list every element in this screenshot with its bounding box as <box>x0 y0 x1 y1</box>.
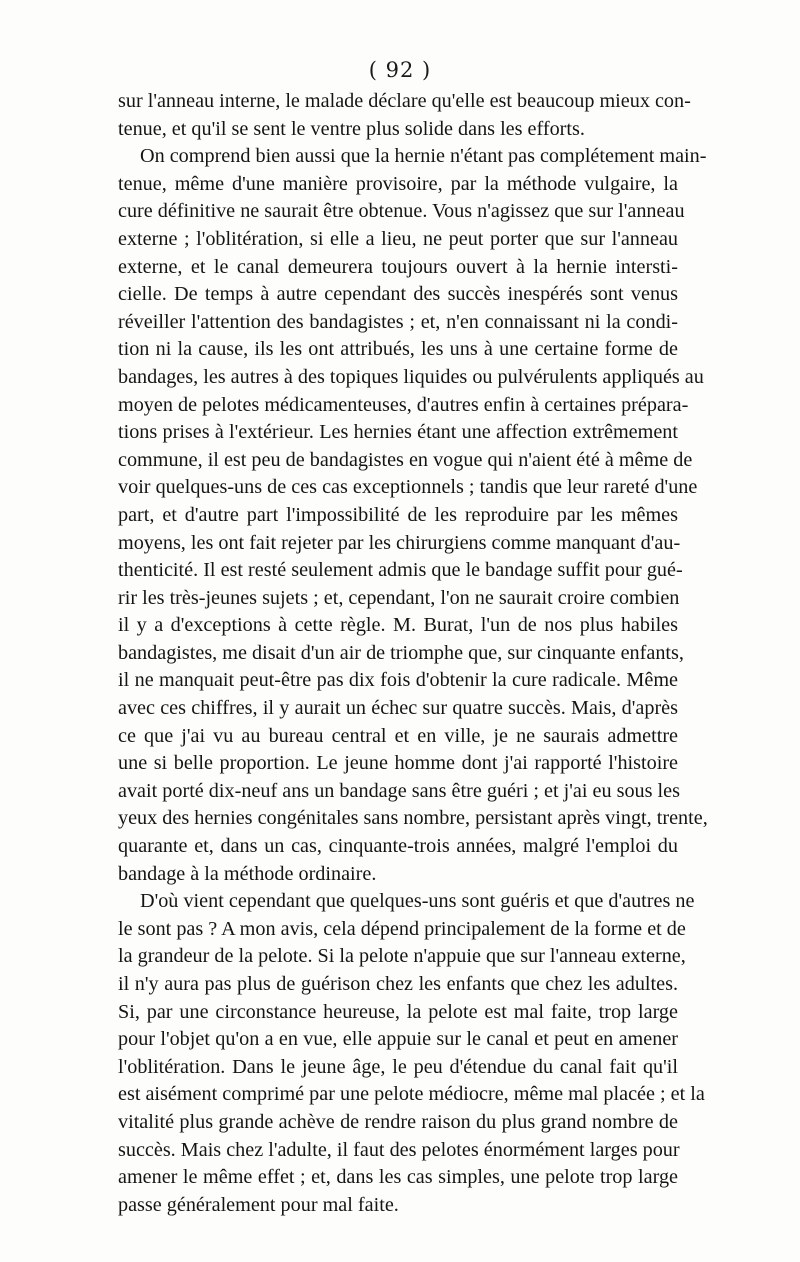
paragraph <box>118 88 691 143</box>
text-line: thenticité. Il est resté seulement admis que le bandage suffit pour gué- <box>118 559 683 582</box>
text-line: est aisément comprimé par une pelote médiocre, même mal placée ; et la <box>118 1083 705 1106</box>
text-line: réveiller l'attention des bandagistes ; et, n'en connaissant ni la condi- <box>118 310 678 333</box>
text-line: une si belle proportion. Le jeune homme dont j'ai rapporté l'histoire <box>118 752 678 775</box>
text-line: tenue, même d'une manière provisoire, par la méthode vulgaire, la <box>118 172 678 195</box>
text-line: tenue, et qu'il se sent le ventre plus solide dans les efforts. <box>118 117 585 140</box>
text-line: passe généralement pour mal faite. <box>118 1193 399 1216</box>
body-text <box>118 88 708 1219</box>
text-line: Si, par une circonstance heureuse, la pelote est mal faite, trop large <box>118 1000 678 1023</box>
text-line: la grandeur de la pelote. Si la pelote n'appuie que sur l'anneau externe, <box>118 945 686 968</box>
text-line: il y a d'exceptions à cette règle. M. Burat, l'un de nos plus habiles <box>118 614 678 637</box>
text-line: bandages, les autres à des topiques liquides ou pulvérulents appliqués au <box>118 365 704 388</box>
text-line: tions prises à l'extérieur. Les hernies étant une affection extrêmement <box>118 421 678 444</box>
text-line: sur l'anneau interne, le malade déclare qu'elle est beaucoup mieux con- <box>118 90 691 112</box>
text-line: avait porté dix-neuf ans un bandage sans être guéri ; et j'ai eu sous les <box>118 779 680 802</box>
text-line: On comprend bien aussi que la hernie n'étant pas complétement main- <box>140 145 707 168</box>
text-line: avec ces chiffres, il y aurait un échec sur quatre succès. Mais, d'après <box>118 697 678 720</box>
text-line: quarante et, dans un cas, cinquante-trois années, malgré l'emploi du <box>118 835 678 858</box>
text-line: ce que j'ai vu au bureau central et en ville, je ne saurais admettre <box>118 724 678 747</box>
text-line: commune, il est peu de bandagistes en vogue qui n'aient été à même de <box>118 448 693 471</box>
paragraph <box>118 888 705 1219</box>
text-line: vitalité plus grande achève de rendre raison du plus grand nombre de <box>118 1110 678 1133</box>
text-line: il ne manquait peut-être pas dix fois d'obtenir la cure radicale. Même <box>118 669 678 692</box>
text-line: yeux des hernies congénitales sans nombre, persistant après vingt, trente, <box>118 807 708 830</box>
text-line: rir les très-jeunes sujets ; et, cependant, l'on ne saurait croire combien <box>118 586 680 609</box>
page-number: ( 92 ) <box>368 58 432 82</box>
paragraph <box>118 143 708 888</box>
text-line: moyens, les ont fait rejeter par les chirurgiens comme manquant d'au- <box>118 531 681 554</box>
text-line: il n'y aura pas plus de guérison chez les enfants que chez les adultes. <box>118 973 678 995</box>
text-line: bandagistes, me disait d'un air de triomphe que, sur cinquante enfants, <box>118 641 684 664</box>
text-line: cielle. De temps à autre cependant des succès inespérés sont venus <box>118 283 678 306</box>
text-line: part, et d'autre part l'impossibilité de les reproduire par les mêmes <box>118 503 678 526</box>
text-line: externe ; l'oblitération, si elle a lieu, ne peut porter que sur l'anneau <box>118 227 678 250</box>
text-line: externe, et le canal demeurera toujours ouvert à la hernie intersti- <box>118 255 678 278</box>
text-line: D'où vient cependant que quelques-uns sont guéris et que d'autres ne <box>140 890 695 913</box>
text-line: cure définitive ne saurait être obtenue. Vous n'agissez que sur l'anneau <box>118 200 685 223</box>
text-line: l'oblitération. Dans le jeune âge, le peu d'étendue du canal fait qu'il <box>118 1055 678 1078</box>
text-line: tion ni la cause, ils les ont attribués, les uns à une certaine forme de <box>118 338 678 361</box>
text-line: le sont pas ? A mon avis, cela dépend principalement de la forme et de <box>118 917 686 940</box>
text-line: voir quelques-uns de ces cas exceptionnels ; tandis que leur rareté d'une <box>118 476 698 499</box>
text-line: moyen de pelotes médicamenteuses, d'autres enfin à certaines prépara- <box>118 393 689 416</box>
text-line: amener le même effet ; et, dans les cas simples, une pelote trop large <box>118 1166 678 1189</box>
text-line: bandage à la méthode ordinaire. <box>118 862 377 885</box>
text-line: pour l'objet qu'on a en vue, elle appuie sur le canal et peut en amener <box>118 1028 678 1051</box>
text-line: succès. Mais chez l'adulte, il faut des pelotes énormément larges pour <box>118 1138 680 1161</box>
